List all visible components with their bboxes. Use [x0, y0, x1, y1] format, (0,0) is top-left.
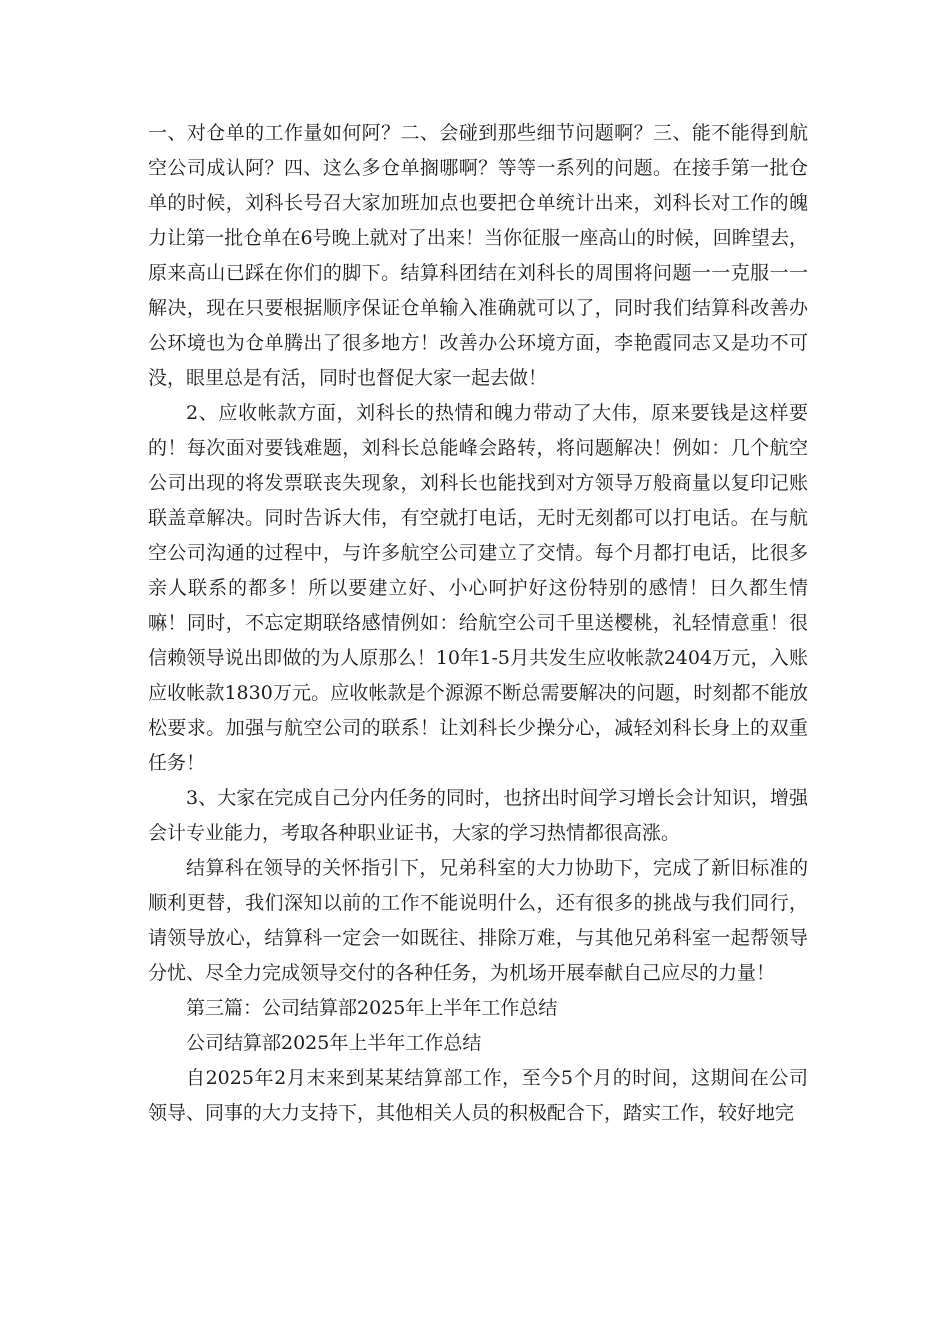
paragraph-1: 一、对仓单的工作量如何阿？二、会碰到那些细节问题啊？三、能不能得到航空公司成认阿？四、这么多仓单搁哪啊？等等一系列的问题。在接手第一批仓单的时候，刘科长号召大家加班加点也要把仓单统计出来，刘科长对工作的魄力让第一批仓单在6号晚上就对了出来！当你征服一座高山的时候，回眸望去，原来高山已踩在你们的脚下。结算科团结在刘科长的周围将问题一一克服一一解决，现在只要根据顺序保证仓单输入准确就可以了，同时我们结算科改善办公环境也为仓单腾出了很多地方！改善办公环境方面，李艳霞同志又是功不可没，眼里总是有活，同时也督促大家一起去做！ [148, 122, 808, 389]
paragraph-2: 2、应收帐款方面，刘科长的热情和魄力带动了大伟，原来要钱是这样要的！每次面对要钱难题，刘科长总能峰会路转，将问题解决！例如：几个航空公司出现的将发票联丧失现象，刘科长也能找到对方领导万般商量以复印记账联盖章解决。同时告诉大伟，有空就打电话，无时无刻都可以打电话。在与航空公司沟通的过程中，与许多航空公司建立了交情。每个月都打电话，比很多亲人联系的都多！所以要建立好、小心呵护好这份特别的感情！日久都生情嘛！同时，不忘定期联络感情例如：给航空公司千里送樱桃，礼轻情意重！很信赖领导说出即做的为人原那么！10年1-5月共发生应收帐款2404万元，入账应收帐款1830万元。应收帐款是个源源不断总需要解决的问题，时刻都不能放松要求。加强与航空公司的联系！让刘科长少操分心，减轻刘科长身上的双重任务！ [148, 402, 808, 774]
section-heading: 第三篇：公司结算部2025年上半年工作总结 [186, 997, 558, 1019]
section-title: 公司结算部2025年上半年工作总结 [186, 1032, 482, 1054]
paragraph-3: 3、大家在完成自己分内任务的同时，也挤出时间学习增长会计知识，增强会计专业能力，考取各种职业证书，大家的学习热情都很高涨。 [148, 787, 808, 844]
paragraph-4: 结算科在领导的关怀指引下，兄弟科室的大力协助下，完成了新旧标准的顺利更替，我们深知以前的工作不能说明什么，还有很多的挑战与我们同行，请领导放心，结算科一定会一如既往、排除万难，与其他兄弟科室一起帮领导分忧、尽全力完成领导交付的各种任务，为机场开展奉献自己应尽的力量！ [148, 857, 808, 984]
paragraph-5: 自2025年2月末来到某某结算部工作，至今5个月的时间，这期间在公司领导、同事的大力支持下，其他相关人员的积极配合下，踏实工作，较好地完 [148, 1067, 808, 1124]
document-body [148, 116, 808, 1131]
